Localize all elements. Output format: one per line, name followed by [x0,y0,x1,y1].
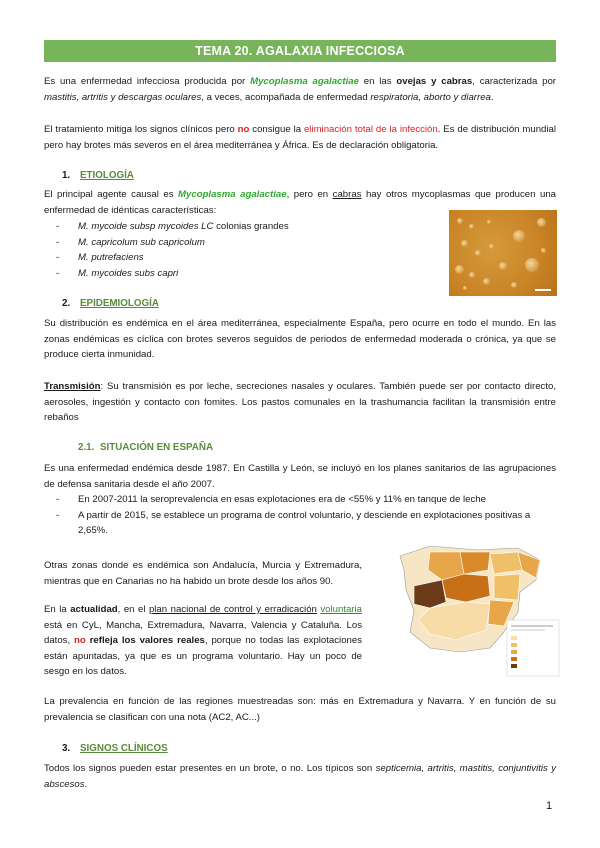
cabras-word: cabras [332,189,362,200]
treatment-text: consigue la [249,124,304,135]
legend-swatch [511,650,517,654]
signos-paragraph [44,761,556,792]
page-number: 1 [546,800,553,812]
epidemiologia-paragraph [44,316,556,363]
actualidad-text: está en CyL, Mancha, Extremadura, Navarra, Valencia y Cataluña. Los datos, [44,619,362,647]
page-title: TEMA 20. AGALAXIA INFECCIOSA [44,40,556,62]
region-aragon [490,552,522,574]
section-title: SITUACIÓN EN ESPAÑA [100,442,214,453]
section-heading-etiologia [62,170,134,181]
species-name: M. putrefaciens [78,252,144,264]
elimination-phrase: eliminación total de la infección [303,124,438,135]
list-item [56,508,556,539]
transmision-paragraph [44,379,556,426]
situacion-list [56,492,556,539]
scale-bar [535,289,551,291]
actualidad-text: , en el [117,604,149,615]
section-title: EPIDEMIOLOGÍA [80,298,159,309]
situacion-text: Es una enfermedad endémica desde 1987. En Castilla y León, se incluyó en los planes sanitarios de las agrupaciones de defensa sanitaria desde el año 2007. [44,463,556,490]
list-text: En 2007-2011 la seroprevalencia en esas explotaciones era de <55% y 11% en tanque de leche [78,494,486,505]
etiologia-text: El principal agente causal es [44,189,179,200]
legend-swatch [511,664,517,668]
section-title: SIGNOS CLÍNICOS [80,743,168,754]
transmision-text: : Su transmisión es por leche, secreciones nasales y oculares. También puede ser por contacto directo, aerosoles, ingestión y contacto con fomites. Los pastos comunales en la trashumancia facilitan la transmisión entre rebaños [44,381,556,424]
region-north [460,552,490,574]
otras-zonas-paragraph [44,558,362,589]
species-note: colonias grandes [213,221,289,232]
list-item [56,250,426,266]
section-heading-signos [62,743,168,754]
prevalencia-text: La prevalencia en función de las regiones muestreadas son: más en Extremadura y Navarra. Y en función de su prevalencia se clasifican con una nota (AC2, AC...) [44,696,556,723]
species-name: M. mycoides subs capri [78,267,179,279]
section-heading-epidemiologia [62,298,159,309]
plan-nacional: plan nacional de control y erradicación [148,604,317,615]
mycoplasma-list [56,219,426,281]
list-item [56,235,426,251]
list-item [56,219,426,235]
extra-signs: respiratoria, aborto y diarrea [370,91,491,103]
intro-text: . [490,91,494,103]
section-number: 2. [62,298,71,309]
list-text: A partir de 2015, se establece un programa de control voluntario, y desciende en explotaciones positivas a 2,65%. [78,509,531,537]
intro-text: en las [358,76,397,87]
epidemiologia-text: Su distribución es endémica en el área mediterránea, especialmente España, pero ocurre en todo el mundo. En las zonas endémicas es cíclica con brotes severos seguidos de periodos de enfermedad moderada o crónica, ya que se produce cierta inmunidad. [44,318,556,361]
main-signs: mastitis, artritis y descargas oculares [44,91,202,103]
reflect-phrase: refleja los valores reales [89,635,205,647]
signos-text: Todos los signos pueden estar presentes en un brote, o no. Los típicos son [44,763,376,774]
intro-paragraph [44,74,556,105]
transmision-label: Transmisión [44,381,101,392]
intro-text: , a veces, acompañada de enfermedad [201,91,371,103]
actualidad-text: En la [44,604,71,615]
negation: no [237,124,250,135]
region-valencia [494,574,520,600]
agent-name: Mycoplasma agalactiae [250,76,359,87]
hosts: ovejas y cabras [396,76,473,87]
section-number: 2.1. [78,442,95,453]
actualidad-word: actualidad [70,604,118,615]
list-item [56,492,556,508]
signos-text: . [84,778,88,790]
etiologia-text: , pero en [286,189,333,200]
voluntaria-word: voluntaria [320,604,362,615]
region-mancha [442,574,490,602]
actualidad-text: , porque no todas las explotaciones están apuntadas, ya que es un programa voluntario. Hay un poco de sesgo en los datos. [44,635,362,678]
section-number: 3. [62,743,71,754]
treatment-text: El tratamiento mitiga los signos clínicos pero [44,124,238,135]
otras-zonas-text: Otras zonas donde es endémica son Andalucía, Murcia y Extremadura, mientras que en Canarias no ha habido un brote desde los años 90. [44,560,362,587]
section-number: 1. [62,170,71,181]
intro-text: Es una enfermedad infecciosa producida por [44,76,251,87]
spain-prevalence-map [390,540,560,680]
legend-swatch [511,636,517,640]
treatment-text: . Es de distribución mundial pero hay brotes más severos en el área mediterránea y África. Es de declaración obligatoria. [44,124,556,151]
prevalencia-paragraph [44,694,556,725]
species-name: M. mycoide subsp mycoides LC [78,221,214,232]
treatment-paragraph [44,122,556,153]
list-item [56,266,426,282]
species-name: M. capricolum sub capricolum [78,236,205,248]
intro-text: , caracterizada por [472,76,556,87]
section-title: ETIOLOGÍA [80,170,134,181]
etiologia-text: hay otros mycoplasmas que producen una enfermedad de idénticas características: [44,189,557,216]
signos-list: septicemia, artritis, mastitis, conjuntivitis y abscesos [44,763,556,790]
legend-swatch [511,643,517,647]
agent-name: Mycoplasma agalactiae [178,189,287,200]
mycoplasma-colonies-photo [449,210,557,296]
legend-swatch [511,657,517,661]
actualidad-paragraph [44,602,362,680]
negation: no [74,635,86,647]
situacion-paragraph [44,461,556,492]
section-heading-situacion [78,442,213,453]
